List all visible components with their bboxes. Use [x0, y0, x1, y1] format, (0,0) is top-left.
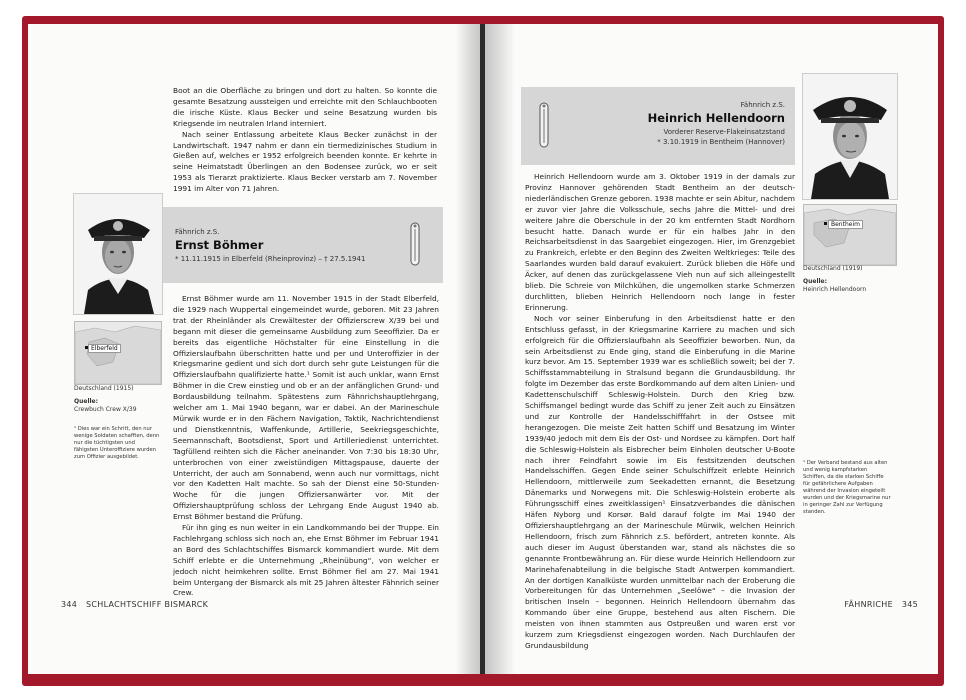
- map-caption-text: Deutschland (1915): [74, 385, 134, 392]
- bio-paragraph-1: Ernst Böhmer wurde am 11. November 1915 in der Stadt Elberfeld, die 1929 nach Wuppertal eingemeindet wurde, geboren. Mit 23 Jahren trat der Rheinländer als Crewältester der Offizierscrew X/39 bei und begann mit dieser die gemeinsame Ausbildung zum Seeoffizier. Da er bereits das eigentliche Höchstalter für eine Einstellung in die Offizierslaufbahn überschritten hatte und per und Unteroffizier in der Kriegsmarine gedient und sich dort durch sehr gute Leistungen für die Offizierslaufbahn qualifizierte hatte.¹ Somit ist auch unklar, wann Ernst Böhmer in die Crew einstieg und ob er an der anfänglichen Grund- und Bordausbildung teilnahm. Spätestens zum Fähnrichshauptlehrgang, welcher am 1. Mai 1940 begann, war er dabei. An der Marineschule Mürwik wurde er in den Fächern Navigation, Taktik, Nachrichtendienst und Dienstkenntnis, Waffenkunde, Artillerie, Seekriegsgeschichte, Seemannschaft, Bootsdienst, Sport und Artilleriedienst unterrichtet. Tagfüllend reihten sich die Fächer aneinander. Von 7:30 bis 18:30 Uhr, unterbrochen von einer zweistündigen Mittagspause, dauerte der Unterricht, der auch am Sonnabend, wenn auch nur vormittags, nicht vor den Kadetten Halt machte. So sah der Dienst eine 50-Stunden-Woche für die jungen Offiziersanwärter vor. Mit der Offiziershauptprüfung schloss der Lehrgang Ende August 1940 ab. Ernst Böhmer bestand die Prüfung.: [173, 294, 439, 522]
- profile-rank: Fähnrich z.S.: [175, 228, 220, 236]
- map-label-bentheim: Bentheim: [828, 220, 863, 229]
- left-footnote: ¹ Dies war ein Schritt, den nur wenige Soldaten schafften, denn nur die tüchtigsten und fähigsten Unteroffiziere wurden zum Offizier ausgebildet.: [74, 426, 160, 460]
- right-folio: [844, 600, 918, 609]
- bio-text-hellendoorn: [525, 172, 795, 652]
- page-number-left: 344: [61, 600, 78, 609]
- profile-birth: * 11.11.1915 in Elberfeld (Rheinprovinz) – † 27.5.1941: [175, 255, 366, 263]
- left-page: [28, 24, 481, 674]
- intro-paragraph-1: Boot an die Oberfläche zu bringen und dort zu halten. So konnte die gesamte Besatzung aussteigen und erreichte mit den Schlauchbooten die irische Küste. Klaus Becker und seine Besatzung wurden bis Kriegsende im neutralen Irland interniert.: [173, 86, 437, 128]
- right-page: [485, 24, 938, 674]
- running-title-left: SCHLACHTSCHIFF BISMARCK: [86, 600, 209, 609]
- intro-text: [173, 86, 437, 195]
- location-map-bentheim: [803, 204, 897, 266]
- profile-rank-right: Fähnrich z.S.: [740, 101, 785, 109]
- location-map-elberfeld: [74, 321, 162, 385]
- bio-paragraph-right-1: Heinrich Hellendoorn wurde am 3. Oktober 1919 in der damals zur Provinz Hannover gehörenden Stadt Bentheim an der deutsch-niederländischen Grenze geboren. 1938 machte er sein Abitur, nachdem er zuvor vier Jahre die Volksschule, sechs Jahre die Mittel- und drei weitere Jahre die Oberschule in der 20 km entfernten Stadt Nordhorn besucht hatte. Danach wurde er für ein halbes Jahr in den Reichsarbeitsdienst in das Saargebiet eingezogen. Hier, im Grenzgebiet zu Frankreich, erlebte er den Beginn des Zweiten Weltkrieges: Teile des Saarlandes wurden bald darauf evakuiert. Zurück blieben die Höfe und Äcker, auf denen das zurückgelassene Vieh nun auf sich alleingestellt blieb. Die Schreie von Milchkühen, die ungemolken starke Schmerzen durchlitten, blieben Heinrich Hellendoorn noch lange in fester Erinnerung.: [525, 172, 795, 312]
- map-caption-text-right: Deutschland (1919): [803, 265, 863, 272]
- intro-paragraph-2: Nach seiner Entlassung arbeitete Klaus Becker zunächst in der Landwirtschaft. 1947 nahm er dann ein tiermedizinisches Studium in Gießen auf, welches er 1952 erfolgreich beenden konnte. Er kehrte in seine Heimatstadt Überlingen an den Bodensee zurück, wo er seit 1953 als Tierarzt praktizierte. Klaus Becker verstarb am 7. November 1991 im Alter von 71 Jahren.: [173, 129, 437, 194]
- portrait-heinrich-hellendoorn: [803, 74, 897, 199]
- page-number-right: 345: [901, 600, 918, 609]
- source-label-right: Quelle:: [803, 278, 828, 285]
- bio-paragraph-right-2: Noch vor seiner Einberufung in den Arbeitsdienst hatte er den Entschluss gefasst, in der Kriegsmarine Karriere zu machen und sich erfolgreich für die Offizierslaufbahn als Seeoffizier beworben. Nun, da sein Arbeitsdienst zu Ende ging, stand die Einberufung in die Marine kurz bevor. Am 15. September 1939 war es schließlich soweit; bei der 7. Schiffsstammabteilung in Stralsund begann die Grundausbildung. Ihr folgte im Dezember das erste Bordkommando auf dem alten Linien- und Kadettenschulschiff Schleswig-Holstein. Durch den Krieg bzw. Schiffsmangel bedingt wurde das Schiff zu jener Zeit auch zu Einsätzen und zur Kontrolle der Handelsschifffahrt in der Ostsee mit herangezogen. Die meiste Zeit hatten Schiff und Besatzung im Winter 1939/40 jedoch mit dem Eis der Ost- und Nordsee zu kämpfen. Dort half die Schleswig-Holstein als Eisbrecher beim Einholen deutscher U-Boote nach ihrer Feindfahrt sowie im Eis festsitzenden deutschen Handelsschiffen. Gegen Ende seiner Schulschiffzeit erlebte Heinrich Hellendoorn, mittlerweile zum Seekadetten ernannt, die Besetzung Dänemarks und Norwegens mit. Die Schleswig-Holstein eroberte als Führungsschiff eines zweitklassigen¹ Einsatzverbandes die dänischen Häfen Nyborg und Korsør. Bald darauf folgte im Mai 1940 der Offiziershauptlehrgang an der Marineschule Mürwik, welchen Heinrich Hellendoorn, frisch zum Fähnrich z.S. befördert, antreten konnte. Als auch dieser im August überstanden war, stand als nächstes die so genannte Frontbewährung an. Für diese wurde Heinrich Hellendoorn zur Marinehafenabteilung in die belgische Stadt Antwerpen kommandiert. An der dortigen Kanalküste wurden unmittelbar nach der Eroberung die Vorbereitungen für das Unternehmen „Seelöwe“ – die Invasion der britischen Inseln – begonnen. Heinrich Hellendoorn übernahm das Kommando über eine Gruppe, bestehend aus alten Fischern. Die meisten von ihnen stammten aus Ostpreußen und waren erst vor kurzem zum Kriegsdienst eingezogen worden. Nach Durchlaufen der Grundausbildung: [525, 313, 795, 650]
- right-gutter-shadow: [485, 24, 515, 674]
- map-caption: [74, 385, 164, 414]
- profile-birth-right: * 3.10.1919 in Bentheim (Hannover): [657, 137, 785, 146]
- running-title-right: FÄHNRICHE: [844, 600, 893, 609]
- source-value-right: Heinrich Hellendoorn: [803, 286, 867, 293]
- source-label: Quelle:: [74, 398, 99, 405]
- left-folio: [61, 600, 208, 609]
- bio-paragraph-2: Für ihn ging es nun weiter in ein Landkommando bei der Truppe. Ein Fachlehrgang schloss sich noch an, ehe Ernst Böhmer im Februar 1941 an Bord des Schlachtschiffes Bismarck kommandiert wurde. Mit dem Schiff erlebte er die Unternehmung „Rheinübung“, von welcher er jedoch nicht heimkehren sollte. Ernst Böhmer fiel am 27. Mai 1941 beim Untergang der Bismarck als mit 25 Jahren ältester Fähnrich seiner Crew.: [173, 523, 439, 598]
- rank-insignia-icon-right: [537, 101, 551, 149]
- right-footnote: ¹ Der Verband bestand aus alten und wenig kampfstarken Schiffen, da die starken Schiffe für gefährlichere Aufgaben während der Invasion eingeteilt wurden und der Kriegsmarine nur in geringer Zahl zur Verfügung standen.: [803, 460, 891, 515]
- map-label-elberfeld: Elberfeld: [88, 344, 121, 353]
- rank-insignia-icon: [408, 221, 422, 267]
- source-value: Crewbuch Crew X/39: [74, 406, 137, 413]
- profile-name-right: Heinrich Hellendoorn: [647, 111, 785, 125]
- profile-unit-right: Vorderer Reserve-Flakeinsatzstand: [663, 128, 785, 136]
- left-gutter-shadow: [455, 24, 481, 674]
- profile-header-band-right: [521, 87, 795, 165]
- portrait-ernst-boehmer: [74, 194, 162, 314]
- profile-header-band: [163, 207, 443, 283]
- map-caption-right: [803, 265, 899, 294]
- bio-text-boehmer: [173, 294, 439, 599]
- profile-name: Ernst Böhmer: [175, 238, 264, 252]
